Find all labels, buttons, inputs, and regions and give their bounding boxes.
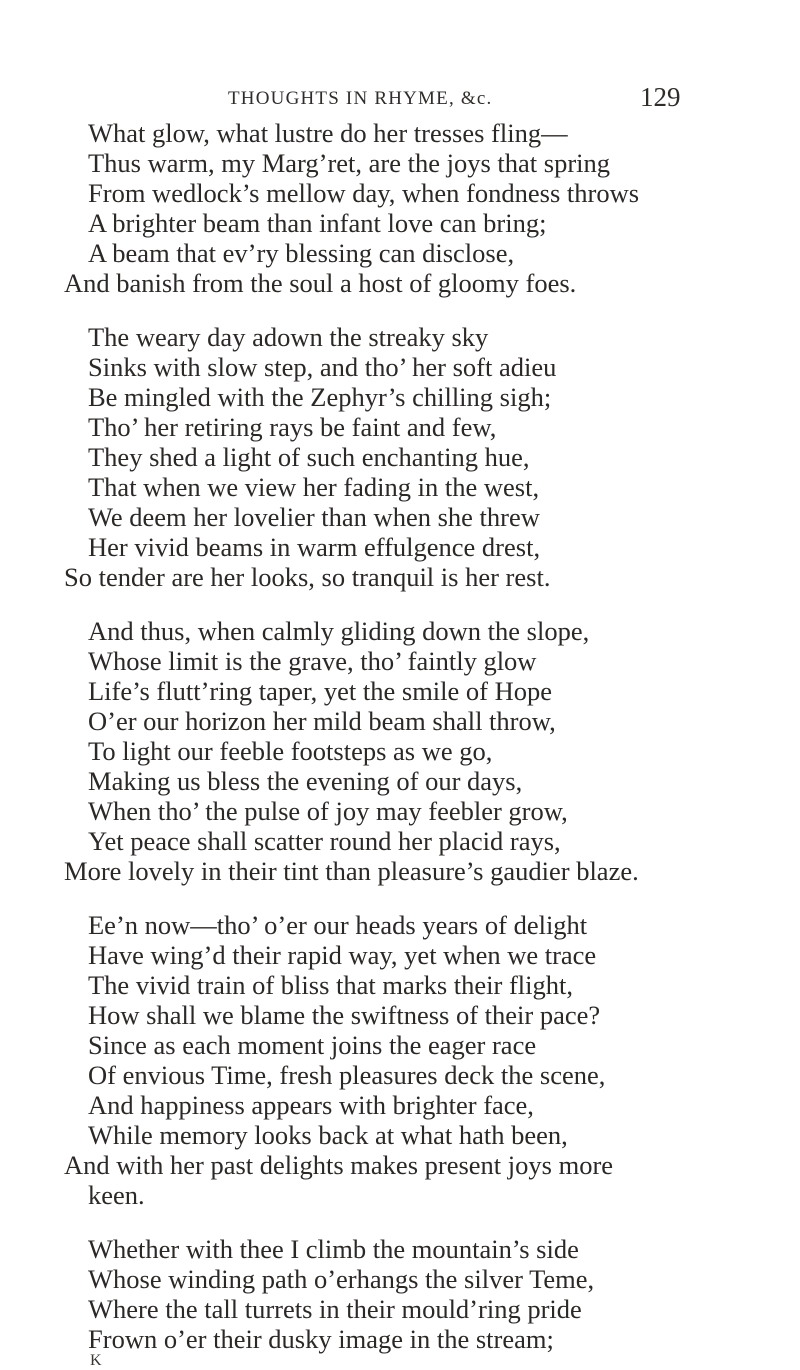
verse-line: Life’s flutt’ring taper, yet the smile of Hope bbox=[88, 676, 553, 706]
verse-line: And banish from the soul a host of gloomy foes. bbox=[64, 268, 577, 298]
verse-line: Of envious Time, fresh pleasures deck the scene, bbox=[88, 1060, 606, 1090]
page-number: 129 bbox=[640, 82, 681, 112]
verse-line: From wedlock’s mellow day, when fondness throws bbox=[88, 178, 640, 208]
verse-line: A beam that ev’ry blessing can disclose, bbox=[88, 238, 515, 268]
verse-line: We deem her lovelier than when she threw bbox=[88, 502, 540, 532]
verse-line: What glow, what lustre do her tresses fling— bbox=[88, 118, 568, 148]
running-title: THOUGHTS IN RHYME, &c. bbox=[228, 88, 493, 109]
verse-line: O’er our horizon her mild beam shall throw, bbox=[88, 706, 556, 736]
verse-line: So tender are her looks, so tranquil is her rest. bbox=[64, 562, 551, 592]
verse-line: That when we view her fading in the west, bbox=[88, 472, 540, 502]
verse-line: Since as each moment joins the eager race bbox=[88, 1030, 537, 1060]
verse-line: They shed a light of such enchanting hue, bbox=[88, 442, 530, 472]
verse-line: A brighter beam than infant love can bring; bbox=[88, 208, 547, 238]
verse-line: Frown o’er their dusky image in the stream; bbox=[88, 1324, 554, 1354]
verse-line: Be mingled with the Zephyr’s chilling sigh; bbox=[88, 382, 552, 412]
verse-line: Sinks with slow step, and tho’ her soft adieu bbox=[88, 352, 557, 382]
verse-line: Her vivid beams in warm effulgence drest, bbox=[88, 532, 541, 562]
verse-line: And with her past delights makes present joys more bbox=[64, 1150, 614, 1180]
verse-line: Making us bless the evening of our days, bbox=[88, 766, 523, 796]
verse-line: Ee’n now—tho’ o’er our heads years of delight bbox=[88, 910, 588, 940]
verse-line: When tho’ the pulse of joy may feebler grow, bbox=[88, 796, 568, 826]
verse-line: Where the tall turrets in their mould’ring pride bbox=[88, 1294, 582, 1324]
verse-line: Whose winding path o’erhangs the silver Teme, bbox=[88, 1264, 595, 1294]
verse-line: Yet peace shall scatter round her placid rays, bbox=[88, 826, 561, 856]
verse-line: Thus warm, my Marg’ret, are the joys that spring bbox=[88, 148, 611, 178]
verse-line: While memory looks back at what hath been, bbox=[88, 1120, 568, 1150]
verse-line: To light our feeble footsteps as we go, bbox=[88, 736, 493, 766]
verse-line: Have wing’d their rapid way, yet when we trace bbox=[88, 940, 597, 970]
verse-line: And happiness appears with brighter face, bbox=[88, 1090, 534, 1120]
verse-line: The vivid train of bliss that marks their flight, bbox=[88, 970, 574, 1000]
verse-line-turnover: keen. bbox=[88, 1180, 145, 1210]
verse-line: Whether with thee I climb the mountain’s side bbox=[88, 1234, 579, 1264]
verse-line: And thus, when calmly gliding down the slope, bbox=[88, 616, 590, 646]
verse-line: Tho’ her retiring rays be faint and few, bbox=[88, 412, 497, 442]
verse-line: Whose limit is the grave, tho’ faintly glow bbox=[88, 646, 537, 676]
signature-mark: K bbox=[90, 1352, 102, 1369]
verse-line: The weary day adown the streaky sky bbox=[88, 322, 489, 352]
verse-line: More lovely in their tint than pleasure’s gaudier blaze. bbox=[64, 856, 639, 886]
running-head bbox=[0, 82, 800, 118]
verse-line: How shall we blame the swiftness of their pace? bbox=[88, 1000, 601, 1030]
